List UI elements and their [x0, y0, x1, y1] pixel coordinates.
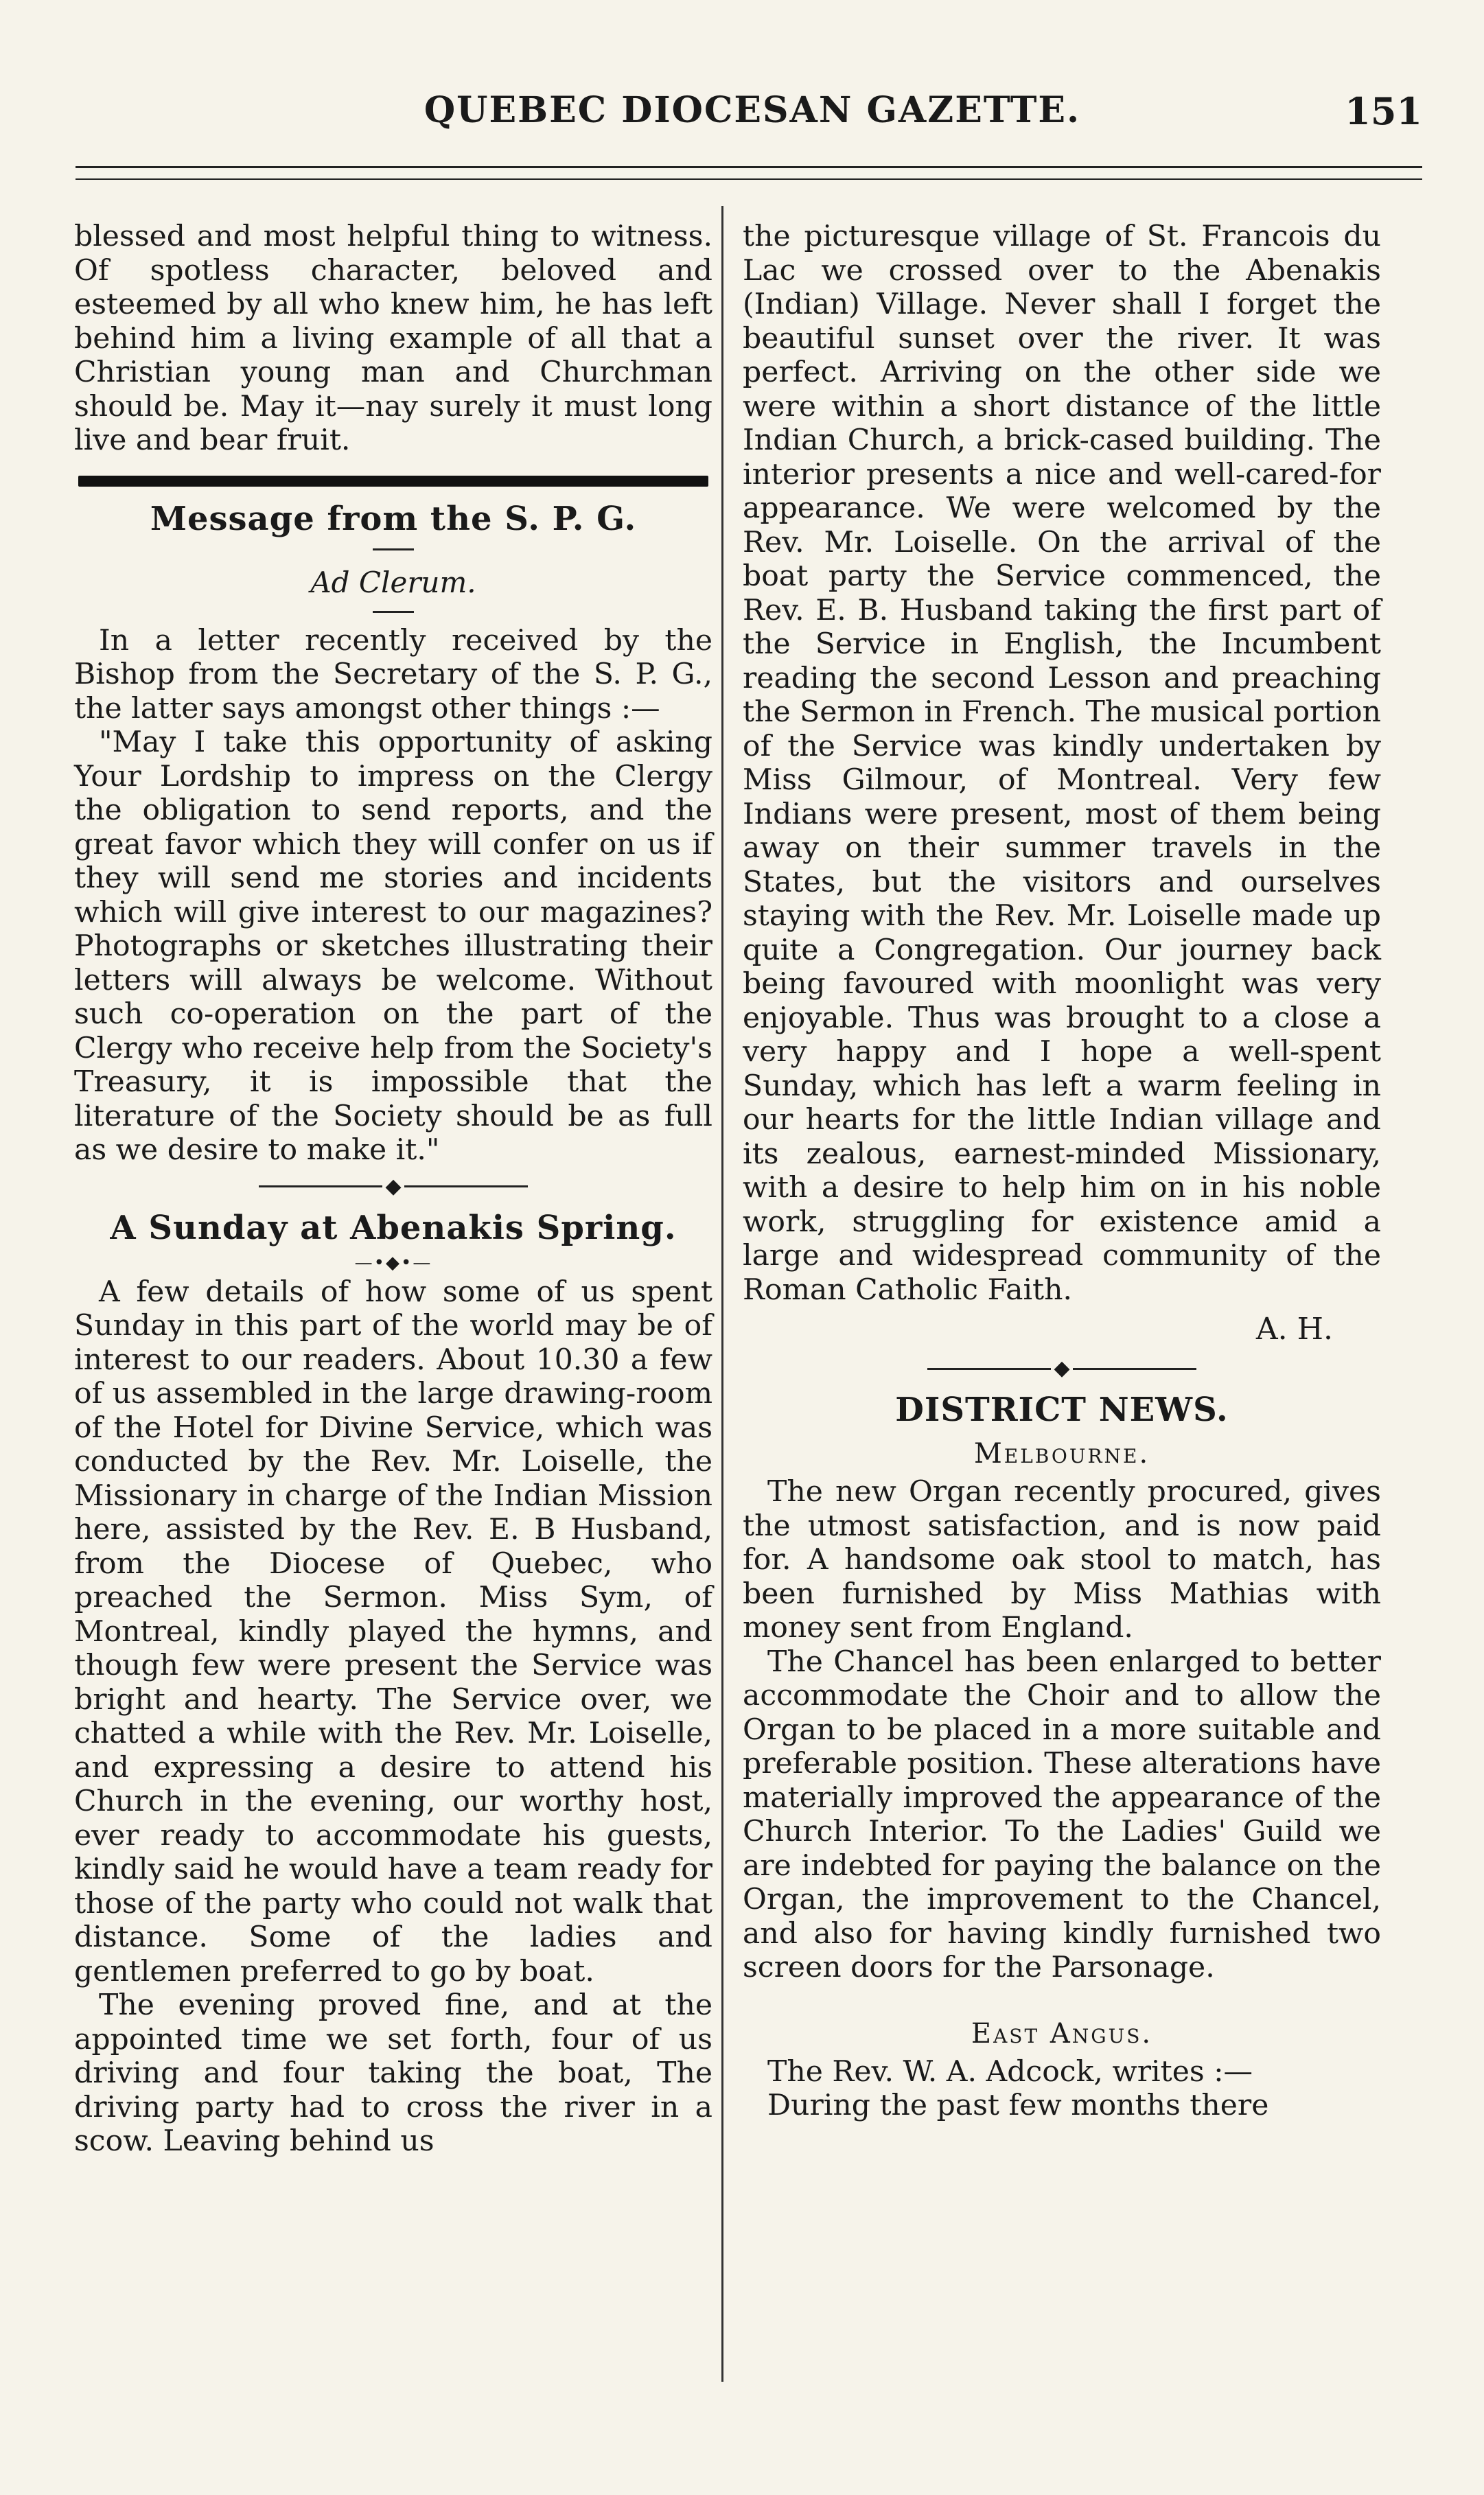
continued-paragraph: blessed and most helpful thing to witness. Of spotless character, beloved and esteemed by all who knew him, he has left behind him a living example of all that a Christian young man and Churchman should be. May it—nay surely it must long live and bear fruit. [74, 220, 712, 457]
melbourne-paragraph-2: The Chancel has been enlarged to better accommodate the Choir and to allow the Organ to be placed in a more suitable and preferable position. These alterations have materially improved the appearance of the Church Interior. To the Ladies' Guild we are indebted for paying the balance on the Organ, the improvement to the Chancel, and also for having kindly furnished two screen doors for the Parsonage. [743, 1645, 1381, 1984]
spg-heading: Message from the S. P. G. [150, 499, 637, 538]
sunday-paragraph-1: A few details of how some of us spent Sunday in this part of the world may be of interest to our readers. About 10.30 a few of us assembled in the large drawing-room of the Hotel for Divine Service, which was conducted by the Rev. Mr. Loiselle, the Missionary in charge of the Indian Mission here, assisted by the Rev. E. B Husband, from the Diocese of Quebec, who preached the Sermon. Miss Sym, of Montreal, kindly played the hymns, and though few were present the Service was bright and hearty. The Service over, we chatted a while with the Rev. Mr. Loiselle, and expressing a desire to attend his Church in the evening, our worthy host, ever ready to accommodate his guests, kindly said he would have a team ready for those of the party who could not walk that distance. Some of the ladies and gentlemen preferred to go by boat. [74, 1275, 712, 1988]
section-separator-bar [78, 476, 708, 487]
column-divider [721, 206, 723, 2382]
page-number: 151 [1345, 89, 1422, 133]
diamond-icon: ◆ [1054, 1356, 1070, 1380]
melbourne-paragraph-1: The new Organ recently procured, gives the utmost satisfaction, and is now paid for. A handsome oak stool to match, has been furnished by Miss Mathias with money sent from England. [743, 1475, 1381, 1645]
header-rule-top [76, 166, 1422, 168]
district-news-heading: DISTRICT NEWS. [895, 1391, 1229, 1429]
author-signature: A. H. [1255, 1312, 1333, 1347]
spg-quote: "May I take this opportunity of asking Your Lordship to impress on the Clergy the obligation to send reports, and the great favor which they will confer on us if they will send me stories and incidents which will give interest to our magazines? Photographs or sketches illustrating their letters will always be welcome. Without such co-operation on the part of the Clergy who receive help from the Society's Treasury, it is impossible that the literature of the Society should be as full as we desire to make it." [74, 726, 712, 1167]
left-column [74, 220, 712, 2159]
east-angus-heading: East Angus. [971, 2017, 1153, 2050]
spg-subheading: Ad Clerum. [310, 565, 476, 599]
short-rule [373, 611, 414, 613]
right-column [743, 220, 1381, 2123]
running-title: QUEBEC DIOCESAN GAZETTE. [424, 89, 1081, 131]
sunday-paragraph-2: The evening proved fine, and at the appointed time we set forth, four of us driving and four taking the boat, The driving party had to cross the river in a scow. Leaving behind us [74, 1988, 712, 2158]
diamond-ornament-rule [74, 1170, 712, 1203]
east-angus-paragraph-1: The Rev. W. A. Adcock, writes :— [767, 2054, 1253, 2089]
sunday-continued: the picturesque village of St. Francois du Lac we crossed over to the Abenakis (Indian) Village. Never shall I forget the beautiful sunset over the river. It was perfect. Arriving on the other side we were within a short distance of the little Indian Church, a brick-cased building. The interior presents a nice and well-cared-for appearance. We were welcomed by the Rev. Mr. Loiselle. On the arrival of the boat party the Service commenced, the Rev. E. B. Husband taking the first part of the Service in English, the Incumbent reading the second Lesson and preaching the Sermon in French. The musical portion of the Service was kindly undertaken by Miss Gilmour, of Montreal. Very few Indians were present, most of them being away on their summer travels in the States, but the visitors and ourselves staying with the Rev. Mr. Loiselle made up quite a Congregation. Our journey back being favoured with moonlight was very enjoyable. Thus was brought to a close a very happy and I hope a well-spent Sunday, which has left a warm feeling in our hearts for the little Indian village and its zealous, earnest-minded Missionary, with a desire to help him on in his noble work, struggling for existence amid a large and widespread community of the Roman Catholic Faith. [743, 220, 1381, 1307]
short-rule [373, 548, 414, 550]
east-angus-paragraph-2: During the past few months there [767, 2089, 1269, 2122]
melbourne-heading: Melbourne. [973, 1438, 1150, 1470]
diamond-icon: ◆ [385, 1174, 402, 1198]
dot-ornament: —•◆•— [354, 1252, 432, 1273]
header-rule-bottom [76, 178, 1422, 180]
spg-intro: In a letter recently received by the Bishop from the Secretary of the S. P. G., the latter says amongst other things :— [74, 623, 712, 726]
diamond-ornament-rule [743, 1352, 1381, 1384]
sunday-heading: A Sunday at Abenakis Spring. [110, 1208, 677, 1247]
page-header [82, 89, 1422, 144]
